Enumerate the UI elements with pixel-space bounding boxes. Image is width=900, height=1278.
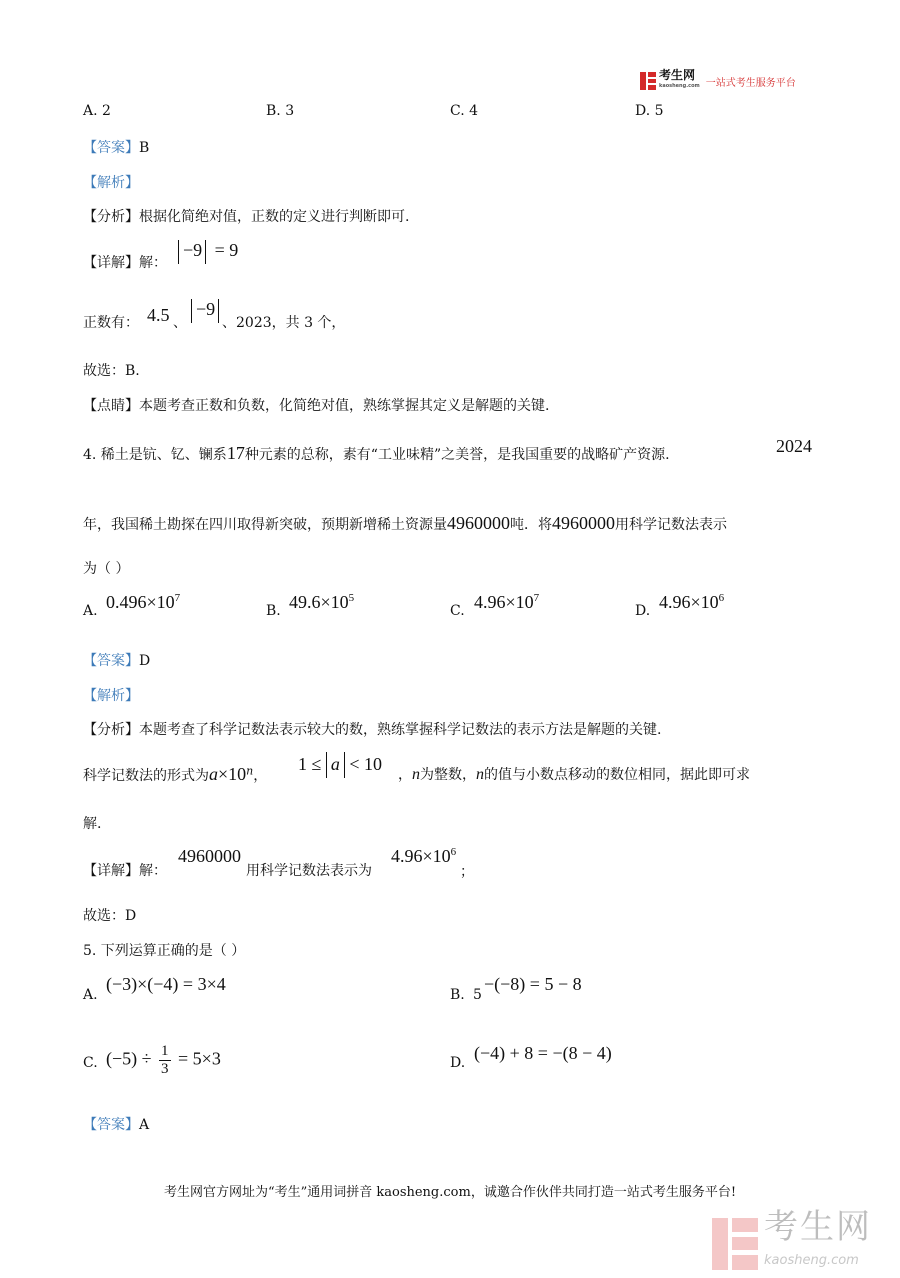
q5-stem: 5. 下列运算正确的是（ ） (83, 943, 246, 959)
q4-option-a: $0.496\times 10^7$ (106, 592, 181, 612)
q5-option-b-pre: 5 (473, 987, 482, 1003)
logo-name: 考生网 kaosheng.com (659, 70, 700, 92)
q5-option-b-label: B. (450, 987, 465, 1003)
q4-line3: 为（ ） (83, 561, 130, 577)
watermark-logo-icon (712, 1218, 758, 1270)
watermark (712, 1207, 872, 1278)
q5-option-a: (−3)×(−4) = 3×4 (106, 974, 226, 994)
q3-positive-tail: 、2023，共 3 个， (222, 315, 346, 331)
q4-range: 1 ≤ a < 10 (298, 754, 382, 775)
page-footer: 考生网官方网址为“考生”通用词拼音 kaosheng.com，诚邀合作伙伴共同打造一站式考生服务平台! (163, 1185, 737, 1200)
q3-fenxi: 【分析】根据化简绝对值，正数的定义进行判断即可. (83, 209, 410, 225)
q4-xj-mid: 用科学记数法表示为 (246, 863, 372, 879)
q4-option-b: $49.6\times 10^5$ (289, 592, 355, 612)
q3-dianjing: 【点睛】本题考查正数和负数，化简绝对值，熟练掌握其定义是解题的关键. (83, 398, 550, 414)
q4-form-tail: ，n为整数，n的值与小数点移动的数位相同，据此即可求 (398, 766, 750, 783)
q4-option-d: $4.96\times 10^6$ (659, 592, 725, 612)
q3-sep: 、 (173, 315, 187, 331)
q4-xj-end: ； (460, 864, 474, 880)
q4-option-d-label: D. (635, 603, 651, 619)
watermark-text: 考生网 kaosheng.com (764, 1210, 872, 1278)
q3-xiangjie: 【详解】解： (83, 255, 167, 271)
q4-analysis-label: 【解析】 (83, 688, 139, 704)
q5-option-b: −(−8) = 5 − 8 (484, 974, 582, 994)
q3-answer: 【答案】B (83, 140, 150, 156)
q3-positive-prefix: 正数有： (83, 315, 139, 331)
brand-logo (640, 70, 796, 92)
q4-option-c-label: C. (450, 603, 465, 619)
q3-positive-a: 4.5 (147, 305, 170, 325)
q3-option-d: D. 5 (635, 103, 664, 119)
q4-option-c: $4.96\times 10^7$ (474, 592, 540, 612)
q3-option-b: B. 3 (266, 103, 295, 119)
q4-answer: 【答案】D (83, 653, 151, 669)
q4-option-b-label: B. (266, 603, 281, 619)
q5-option-c-label: C. (83, 1055, 98, 1071)
q3-analysis-label: 【解析】 (83, 175, 139, 191)
q3-option-c: C. 4 (450, 103, 479, 119)
q4-form-end: 解. (83, 816, 102, 832)
q4-xiangjie: 【详解】解： (83, 863, 167, 879)
q4-xj-result: $4.96\times 10^6$ (391, 846, 457, 866)
logo-slogan: 一站式考生服务平台 (705, 77, 796, 89)
q3-positive-b: −9 (191, 299, 215, 320)
watermark-url: kaosheng.com (764, 1253, 859, 1268)
q4-form-line: 科学记数法的形式为$a\times 10^n$， (83, 764, 268, 784)
q4-fenxi: 【分析】本题考查了科学记数法表示较大的数，熟练掌握科学记数法的表示方法是解题的关键. (83, 722, 662, 738)
q5-option-d-label: D. (450, 1055, 466, 1071)
q3-option-a: A. 2 (83, 103, 111, 119)
q5-option-c: (−5) ÷ $\frac{1}{3}$ = 5×3 (106, 1043, 221, 1077)
q3-abs-expression: −9 = 9 (178, 240, 238, 261)
q5-option-d: (−4) + 8 = −(8 − 4) (474, 1043, 612, 1063)
q4-option-a-label: A. (83, 603, 98, 619)
q4-choose: 故选：D (83, 908, 137, 924)
q4-line2: 年，我国稀土勘探在四川取得新突破，预期新增稀土资源量4960000吨．将4960000用科学记数法表示 (83, 513, 727, 533)
q4-year: 2024 (776, 436, 812, 456)
q4-line1: 4. 稀土是钪、钇、镧系17种元素的总称，素有“工业味精”之美誉，是我国重要的战略矿产资源. (83, 443, 670, 463)
q5-option-a-label: A. (83, 987, 98, 1003)
q5-answer: 【答案】A (83, 1117, 150, 1133)
logo-url: kaosheng.com (659, 83, 700, 89)
q3-choose: 故选：B. (83, 363, 140, 379)
q4-xj-num: 4960000 (178, 846, 241, 866)
kaosheng-logo-icon (640, 72, 656, 90)
